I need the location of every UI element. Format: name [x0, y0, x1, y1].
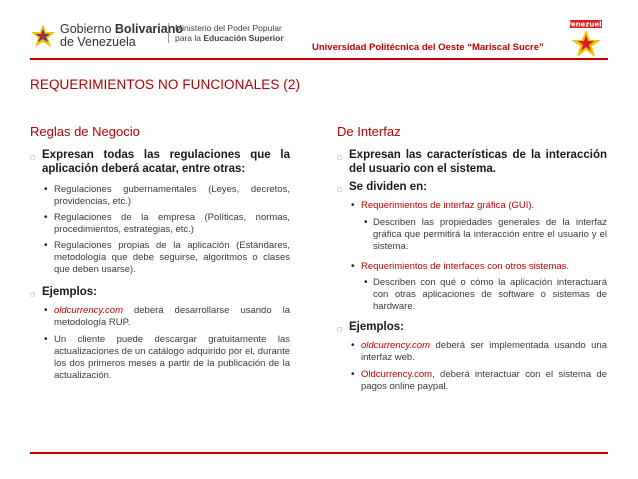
list-item — [30, 334, 290, 382]
ministry-line1: Ministerio del Poder Popular — [175, 23, 282, 33]
university-name: Universidad Politécnica del Oeste “Mariscal Sucre” — [312, 42, 544, 53]
business-rules-intro: Expresan todas las regulaciones que la aplicación deberá acatar, entre otras: — [42, 149, 290, 175]
list-item — [30, 212, 290, 236]
interface-column — [337, 124, 607, 393]
gov-name-b: Bolivariano — [114, 22, 183, 36]
gov-name-line2: de Venezuela — [60, 35, 136, 49]
government-regulations: Regulaciones gubernamentales (Leyes, decretos, providencias, etc.) — [54, 184, 290, 207]
bullet-icon: ◻ — [30, 292, 35, 298]
footer-divider — [30, 452, 608, 454]
dot-bullet-icon: • — [44, 184, 48, 195]
example2-text: , deberá interactuar con el sistema de pagos online paypal. — [361, 369, 607, 392]
dot-bullet-icon: • — [351, 261, 355, 272]
venezuela-flag-star-icon — [30, 23, 56, 49]
ministry-name — [168, 23, 284, 43]
ministry-line2-a: para la — [175, 33, 204, 43]
venezuela-logo-icon — [566, 20, 606, 60]
gui-requirements: Requerimientos de interfaz gráfica (GUI) — [361, 200, 532, 211]
bullet-icon: ◻ — [337, 327, 342, 333]
dot-bullet-icon: • — [351, 200, 355, 211]
example1-text: deberá desarrollarse usando la metodología RUP. — [54, 305, 290, 328]
gui-requirements-detail: Describen las propiedades generales de la interfaz gráfica que permitirá la interacción entre el usuario y el sistema. — [373, 217, 607, 252]
list-item — [30, 240, 290, 276]
divided-into-label: Se dividen en: — [349, 181, 427, 193]
list-item — [30, 285, 290, 299]
examples-label: Ejemplos: — [349, 321, 404, 333]
bullet-icon: ◻ — [30, 155, 35, 161]
business-rules-heading: Reglas de Negocio — [30, 124, 140, 139]
dot-bullet-icon: • — [364, 217, 368, 228]
list-item — [337, 369, 607, 393]
gui-requirements-tail: . — [531, 200, 535, 211]
list-item — [30, 184, 290, 208]
list-item — [30, 148, 290, 176]
bullet-icon: ◻ — [337, 155, 342, 161]
header-divider — [30, 58, 608, 60]
dot-bullet-icon: • — [44, 240, 48, 251]
external-interfaces-detail: Describen con qué o cómo la aplicación interactuará con otras aplicaciones de software o sistemas de hardware. — [373, 277, 607, 312]
oldcurrency-link[interactable]: oldcurrency.com — [361, 340, 430, 351]
dot-bullet-icon: • — [364, 277, 368, 288]
list-item — [337, 261, 607, 273]
dot-bullet-icon: • — [44, 212, 48, 223]
dot-bullet-icon: • — [44, 305, 48, 316]
company-regulations: Regulaciones de la empresa (Políticas, normas, procedimientos, estrategias, etc.) — [54, 212, 290, 235]
interface-intro: Expresan las características de la interacción del usuario con el sistema. — [349, 149, 607, 175]
list-item — [30, 305, 290, 329]
list-item — [337, 217, 607, 253]
examples-label: Ejemplos: — [42, 286, 97, 298]
list-item — [337, 277, 607, 313]
dot-bullet-icon: • — [351, 340, 355, 351]
list-item — [337, 180, 607, 194]
dot-bullet-icon: • — [44, 334, 48, 345]
government-logo — [30, 23, 183, 49]
bullet-icon: ◻ — [337, 187, 342, 193]
slide-header — [0, 0, 638, 70]
example1-text: deberá ser implementada usando una interfaz web. — [361, 340, 607, 363]
slide-title: REQUERIMIENTOS NO FUNCIONALES (2) — [30, 77, 301, 92]
list-item — [337, 148, 607, 176]
example2-text: Un cliente puede descargar gratuitamente las actualizaciones de un catálogo adquirido por el, durante los dos primeros meses a partir de la publicación de la actualización. — [54, 334, 290, 381]
list-item — [337, 340, 607, 364]
ministry-line2-b: Educación Superior — [203, 33, 284, 43]
dot-bullet-icon: • — [351, 369, 355, 380]
oldcurrency-link[interactable]: oldcurrency.com — [54, 305, 123, 316]
gov-name-a: Gobierno — [60, 22, 115, 36]
application-regulations: Regulaciones propias de la aplicación (Estándares, metodología que debe seguirse, algoritmos o clases que deben usarse). — [54, 240, 290, 275]
interface-heading: De Interfaz — [337, 124, 401, 139]
list-item — [337, 320, 607, 334]
vz-logo-text: Venezuela — [566, 20, 606, 29]
list-item — [337, 200, 607, 212]
oldcurrency-link-2[interactable]: Oldcurrency.com — [361, 369, 433, 380]
business-rules-column — [30, 124, 290, 382]
external-interfaces-requirements: Requerimientos de interfaces con otros sistemas. — [361, 261, 570, 272]
